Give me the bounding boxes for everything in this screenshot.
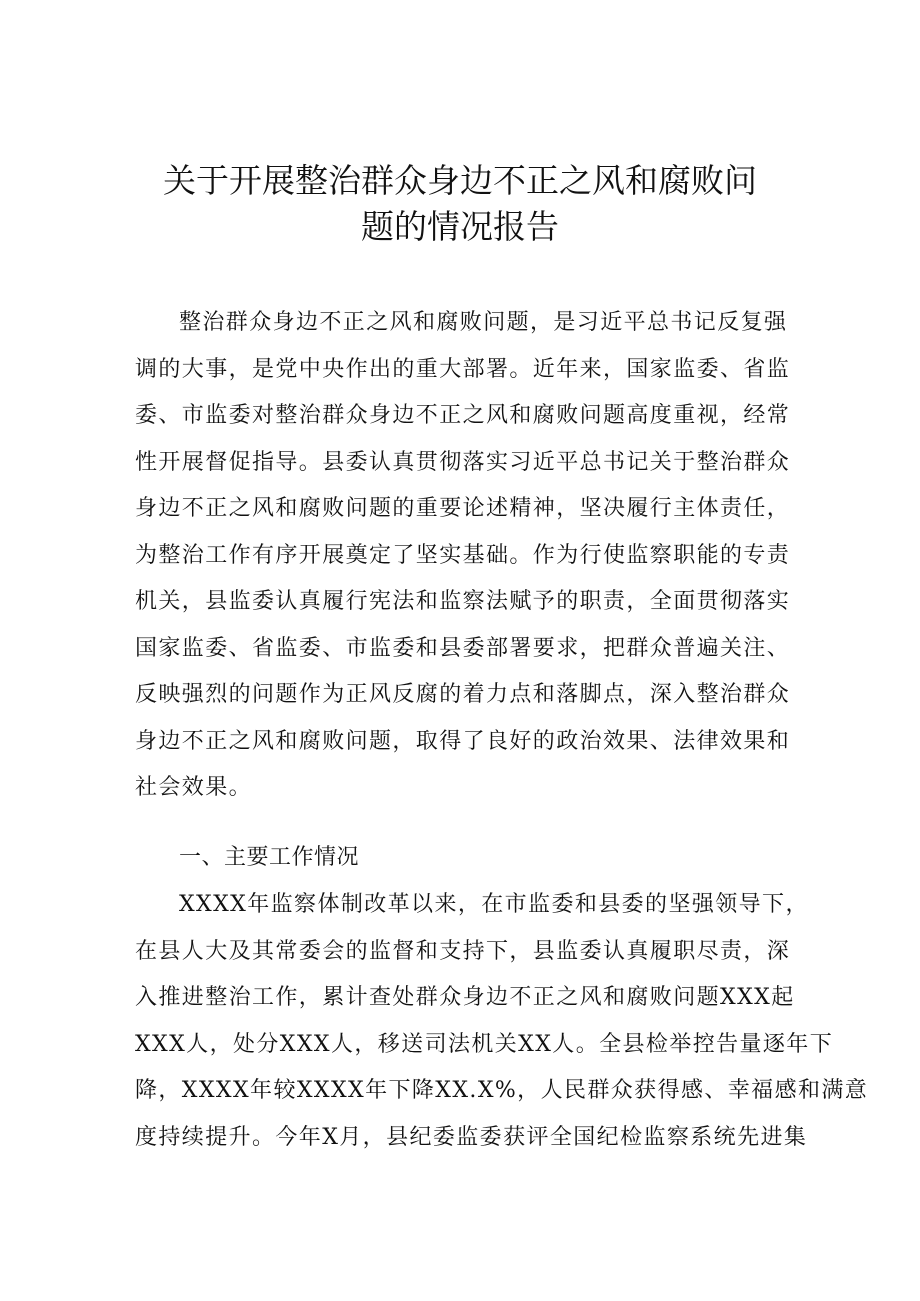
paragraph-line: 身边不正之风和腐败问题，取得了良好的政治效果、法律效果和: [135, 728, 791, 754]
paragraph-line: 度持续提升。今年X月，县纪委监委获评全国纪检监察系统先进集: [135, 1124, 808, 1150]
paragraph-line: 委、市监委对整治群众身边不正之风和腐败问题高度重视，经常: [135, 403, 791, 428]
paragraph-line: 整治群众身边不正之风和腐败问题，是习近平总书记反复强: [179, 310, 788, 335]
paragraph-line: 在县人大及其常委会的监督和支持下，县监委认真履职尽责，深: [135, 938, 791, 964]
paragraph-line: XXX人，处分XXX人，移送司法机关XX人。全县检举控告量逐年下: [135, 1031, 834, 1057]
title-line-1: 关于开展整治群众身边不正之风和腐败问: [163, 161, 757, 200]
paragraph-line: 性开展督促指导。县委认真贯彻落实习近平总书记关于整治群众: [135, 449, 791, 475]
paragraph-line: 反映强烈的问题作为正风反腐的着力点和落脚点，深入整治群众: [135, 682, 791, 707]
section-heading-1: 一、主要工作情况: [179, 845, 360, 870]
paragraph-line: 为整治工作有序开展奠定了坚实基础。作为行使监察职能的专责: [135, 542, 791, 568]
paragraph-line: 调的大事，是党中央作出的重大部署。近年来，国家监委、省监: [135, 356, 791, 382]
paragraph-line: 降，XXXX年较XXXX年下降XX.X%，人民群众获得感、幸福感和满意: [135, 1078, 869, 1103]
document-title: [130, 158, 790, 250]
paragraph-line: 入推进整治工作，累计查处群众身边不正之风和腐败问题XXX起: [135, 985, 795, 1010]
paragraph-line: 社会效果。: [135, 775, 253, 800]
title-line-2: 题的情况报告: [361, 207, 559, 246]
paragraph-line: XXXX年监察体制改革以来，在市监委和县委的坚强领导下，: [179, 892, 809, 917]
paragraph-line: 国家监委、省监委、市监委和县委部署要求，把群众普遍关注、: [135, 635, 791, 661]
section-1-paragraph: [135, 882, 869, 1161]
paragraph-line: 身边不正之风和腐败问题的重要论述精神，坚决履行主体责任，: [135, 496, 791, 521]
paragraph-line: 机关，县监委认真履行宪法和监察法赋予的职责，全面贯彻落实: [135, 589, 791, 614]
intro-paragraph: [135, 300, 795, 812]
